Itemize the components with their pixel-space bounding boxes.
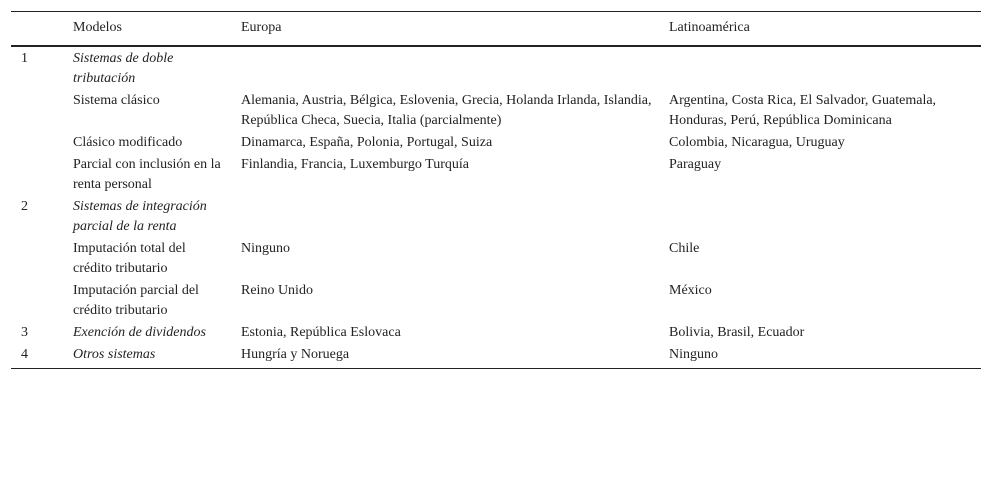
model-cell: Clásico modificado — [73, 135, 183, 150]
row-number-cell: 3 — [21, 325, 28, 340]
table-row — [11, 46, 981, 90]
header-number — [11, 12, 63, 47]
latam-cell: Argentina, Costa Rica, El Salvador, Guatemala, Honduras, Perú, República Dominicana — [669, 93, 937, 128]
latam-cell: Paraguay — [669, 157, 722, 172]
latam-cell — [659, 46, 981, 90]
table-row — [11, 238, 981, 280]
latam-cell: Ninguno — [669, 347, 718, 362]
europe-cell: Hungría y Noruega — [241, 347, 350, 362]
tax-systems-table — [11, 11, 981, 369]
table-row — [11, 132, 981, 154]
model-cell: Imputación parcial del crédito tributario — [73, 283, 199, 318]
table-row — [11, 344, 981, 369]
header-europe: Europa — [241, 20, 282, 35]
europe-cell: Finlandia, Francia, Luxemburgo Turquía — [241, 157, 469, 172]
table-row — [11, 90, 981, 132]
europe-cell — [231, 196, 659, 238]
model-cell: Sistemas de integración parcial de la renta — [73, 199, 207, 234]
table-body — [11, 46, 981, 369]
latam-cell — [659, 196, 981, 238]
header-models: Modelos — [73, 20, 122, 35]
latam-cell: Chile — [669, 241, 700, 256]
europe-cell: Alemania, Austria, Bélgica, Eslovenia, Grecia, Holanda Irlanda, Islandia, República Checa, Suecia, Italia (parcialmente) — [241, 93, 652, 128]
model-cell: Imputación total del crédito tributario — [73, 241, 186, 276]
table-row — [11, 280, 981, 322]
row-number-cell — [11, 90, 63, 132]
header-latam: Latinoamérica — [669, 20, 750, 35]
model-cell: Sistemas de doble tributación — [73, 51, 174, 86]
latam-cell: México — [669, 283, 712, 298]
table-row — [11, 196, 981, 238]
row-number-cell: 4 — [21, 347, 28, 362]
latam-cell: Bolivia, Brasil, Ecuador — [669, 325, 805, 340]
latam-cell: Colombia, Nicaragua, Uruguay — [669, 135, 845, 150]
model-cell: Otros sistemas — [73, 347, 156, 362]
model-cell: Parcial con inclusión en la renta personal — [73, 157, 221, 192]
europe-cell: Estonia, República Eslovaca — [241, 325, 401, 340]
table-row — [11, 322, 981, 344]
header-row — [11, 12, 981, 47]
europe-cell: Reino Unido — [241, 283, 313, 298]
model-cell: Exención de dividendos — [73, 325, 206, 340]
row-number-cell — [11, 238, 63, 280]
row-number-cell — [11, 154, 63, 196]
table-row — [11, 154, 981, 196]
row-number-cell — [11, 132, 63, 154]
row-number-cell — [11, 280, 63, 322]
europe-cell: Dinamarca, España, Polonia, Portugal, Suiza — [241, 135, 493, 150]
row-number-cell: 2 — [21, 199, 28, 214]
europe-cell: Ninguno — [241, 241, 290, 256]
row-number-cell: 1 — [21, 51, 28, 66]
europe-cell — [231, 46, 659, 90]
model-cell: Sistema clásico — [73, 93, 160, 108]
table-header — [11, 12, 981, 47]
